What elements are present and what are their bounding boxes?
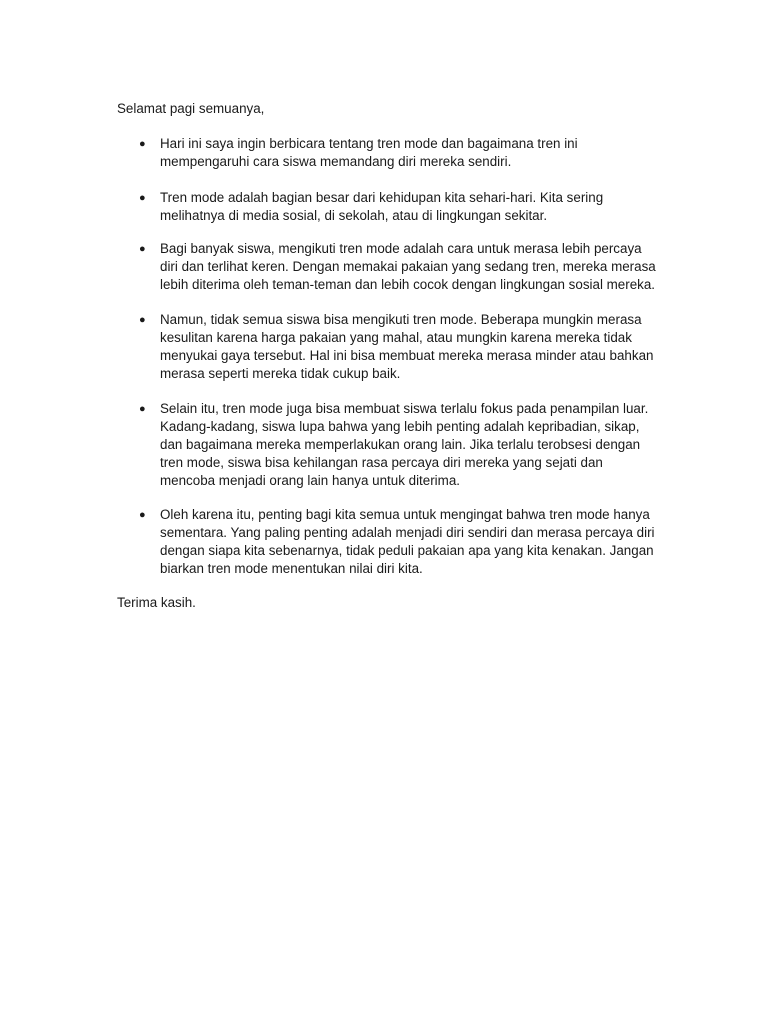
bullet-dot-icon: ● bbox=[139, 403, 146, 415]
bullet-dot-icon: ● bbox=[139, 509, 146, 521]
bullet-item-4 bbox=[139, 311, 660, 383]
bullet-text-6: Oleh karena itu, penting bagi kita semua untuk mengingat bahwa tren mode hanya sementara. Yang paling penting adalah menjadi diri sendiri dan merasa percaya diri dengan siapa kita sebenarnya, tidak peduli pakaian apa yang kita kenakan. Jangan biarkan tren mode menentukan nilai diri kita. bbox=[160, 507, 655, 576]
bullet-text-3: Bagi banyak siswa, mengikuti tren mode adalah cara untuk merasa lebih percaya diri dan terlihat keren. Dengan memakai pakaian yang sedang tren, mereka merasa lebih diterima oleh teman-teman dan lebih cocok dengan lingkungan sosial mereka. bbox=[160, 241, 656, 292]
bullet-item-2 bbox=[139, 189, 660, 225]
bullet-dot-icon: ● bbox=[139, 314, 146, 326]
bullet-dot-icon: ● bbox=[139, 192, 146, 204]
bullet-item-6 bbox=[139, 506, 660, 578]
bullet-text-5: Selain itu, tren mode juga bisa membuat siswa terlalu fokus pada penampilan luar. Kadang-kadang, siswa lupa bahwa yang lebih penting adalah kepribadian, sikap, dan bagaimana mereka memperlakukan orang lain. Jika terlalu terobsesi dengan tren mode, siswa bisa kehilangan rasa percaya diri mereka yang sejati dan mencoba menjadi orang lain hanya untuk diterima. bbox=[160, 401, 649, 488]
bullet-item-5 bbox=[139, 400, 660, 490]
bullet-dot-icon: ● bbox=[139, 243, 146, 255]
bullet-text-1: Hari ini saya ingin berbicara tentang tren mode dan bagaimana tren ini mempengaruhi cara siswa memandang diri mereka sendiri. bbox=[160, 136, 578, 169]
closing-text: Terima kasih. bbox=[117, 595, 196, 610]
bullet-item-3 bbox=[139, 240, 660, 294]
bullet-dot-icon: ● bbox=[139, 138, 146, 150]
bullet-item-1 bbox=[139, 135, 660, 171]
bullet-text-4: Namun, tidak semua siswa bisa mengikuti tren mode. Beberapa mungkin merasa kesulitan karena harga pakaian yang mahal, atau mungkin karena mereka tidak menyukai gaya tersebut. Hal ini bisa membuat mereka merasa minder atau bahkan merasa seperti mereka tidak cukup baik. bbox=[160, 312, 654, 381]
greeting-text: Selamat pagi semuanya, bbox=[117, 101, 265, 116]
bullet-text-2: Tren mode adalah bagian besar dari kehidupan kita sehari-hari. Kita sering melihatnya di media sosial, di sekolah, atau di lingkungan sekitar. bbox=[160, 190, 604, 223]
